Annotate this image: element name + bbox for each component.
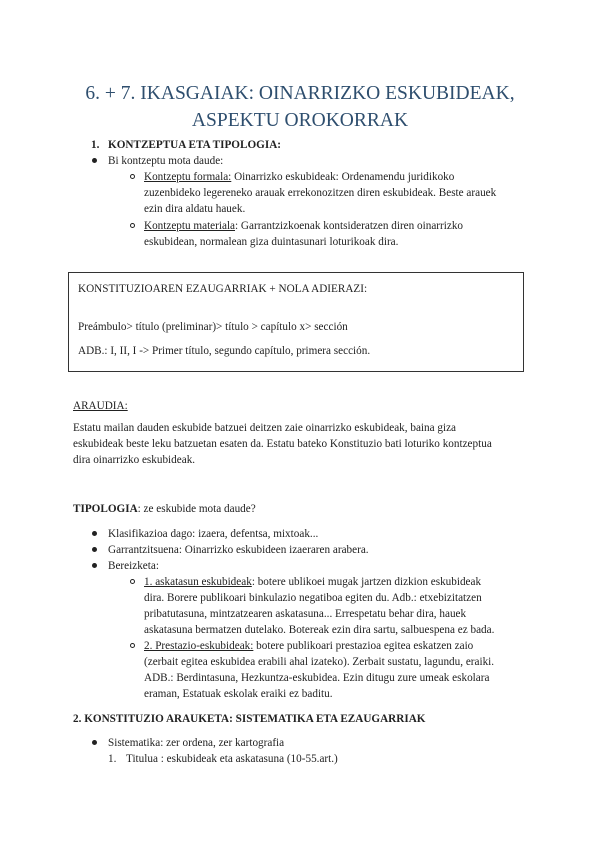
sub-item-formal <box>144 169 544 185</box>
sub-item-askatasun <box>144 574 544 590</box>
term-formal: Kontzeptu formala: <box>144 171 232 183</box>
tipologia-heading-rest: : ze eskubide mota daude? <box>137 503 256 515</box>
prestazio-line-4: eraman, Estatuak eskolak eraiki ez baditu. <box>144 688 333 700</box>
araudia-line-1: Estatu mailan dauden eskubide batzuei deitzen zaie oinarrizko eskubideak, baina giza <box>73 422 457 434</box>
araudia-heading: ARAUDIA: <box>73 400 128 412</box>
araudia-line-2: eskubideak beste leku batzuetan esaten da. Estatu bateko Konstituzio bati loturiko kontzeptua <box>73 438 492 450</box>
section-2-bullet: Sistematika: zer ordena, zer kartografia <box>108 737 285 749</box>
bullet-dot <box>92 158 97 163</box>
formal-line-3: ezin dira aldatu hauek. <box>144 203 246 215</box>
page-title <box>0 80 600 134</box>
askatasun-line-2: dira. Borere publikoari binkulazio negatiboa egiten du. Adb.: etxebizitatzen <box>144 592 482 604</box>
term-material: Kontzeptu materiala <box>144 220 236 232</box>
bullet-dot <box>92 740 97 745</box>
sub-bullet-circle <box>130 174 135 179</box>
araudia-line-3: dira oinarrizko eskubideak. <box>73 454 196 466</box>
bullet-dot <box>92 547 97 552</box>
term-askatasun: 1. askatasun eskubideak <box>144 576 252 588</box>
formal-line-1: Oinarrizko eskubideak: Ordenamendu juridikoko <box>231 171 455 183</box>
sub-bullet-circle <box>130 579 135 584</box>
numbered-item-text: Titulua : eskubideak eta askatasuna (10-55.art.) <box>126 753 338 765</box>
bullet-dot <box>92 531 97 536</box>
prestazio-line-3: ADB.: Berdintasuna, Hezkuntza-eskubidea. Ezin ditugu zure umeak eskolara <box>144 672 490 684</box>
term-prestazio: 2. Prestazio-eskubideak: <box>144 640 254 652</box>
numbered-item-number: 1. <box>108 753 117 765</box>
askatasun-line-3: pribatutasuna, mintzatzearen askatasuna... Errespetatu behar dira, hauek <box>144 608 467 620</box>
sub-item-prestazio <box>144 638 544 654</box>
box-line-2: Preámbulo> título (preliminar)> título > capítulo x> sección <box>78 321 348 333</box>
material-line-1: : Garrantzizkoenak kontsideratzen diren oinarrizko <box>235 220 464 232</box>
formal-line-2: zuzenbideko legereneko arauak errekonozitzen diren eskubideak. Beste arauek <box>144 187 497 199</box>
box-line-3: ADB.: I, II, I -> Primer título, segundo capítulo, primera sección. <box>78 345 371 357</box>
section-2-heading: 2. KONSTITUZIO ARAUKETA: SISTEMATIKA ETA EZAUGARRIAK <box>73 713 426 725</box>
tipologia-heading-row <box>73 501 533 517</box>
sub-bullet-circle <box>130 223 135 228</box>
characteristics-box <box>68 272 524 372</box>
tipologia-bullet-1: Klasifikazioa dago: izaera, defentsa, mixtoak... <box>108 528 319 540</box>
section-1-bullet: Bi kontzeptu mota daude: <box>108 155 224 167</box>
title-line-2: ASPEKTU OROKORRAK <box>191 110 409 131</box>
tipologia-bullet-2: Garrantzitsuena: Oinarrizko eskubideen izaeraren arabera. <box>108 544 369 556</box>
tipologia-bullet-3: Bereizketa: <box>108 560 159 572</box>
box-heading: KONSTITUZIOAREN EZAUGARRIAK + NOLA ADIERAZI: <box>78 283 368 295</box>
prestazio-line-2: (zerbait egitea eskubidea erabili ahal izateko). Zerbait sustatu, lagundu, eraiki. <box>144 656 495 668</box>
title-line-1: 6. + 7. IKASGAIAK: OINARRIZKO ESKUBIDEAK, <box>85 83 515 104</box>
section-1-number: 1. <box>91 139 100 151</box>
sub-bullet-circle <box>130 643 135 648</box>
tipologia-heading: TIPOLOGIA <box>73 503 138 515</box>
askatasun-line-1: : botere ublikoei mugak jartzen dizkion eskubideak <box>251 576 482 588</box>
material-line-2: eskubidean, normalean giza duintasunari loturikoak dira. <box>144 236 399 248</box>
prestazio-line-1: botere publikoari prestazioa egitea eskatzen zaio <box>253 640 474 652</box>
section-1-heading: KONTZEPTUA ETA TIPOLOGIA: <box>108 139 282 151</box>
askatasun-line-4: askatasuna bermatzen dutelako. Botereak ezin dira sartu, salbuespena ez bada. <box>144 624 495 636</box>
sub-item-material <box>144 218 544 234</box>
bullet-dot <box>92 563 97 568</box>
